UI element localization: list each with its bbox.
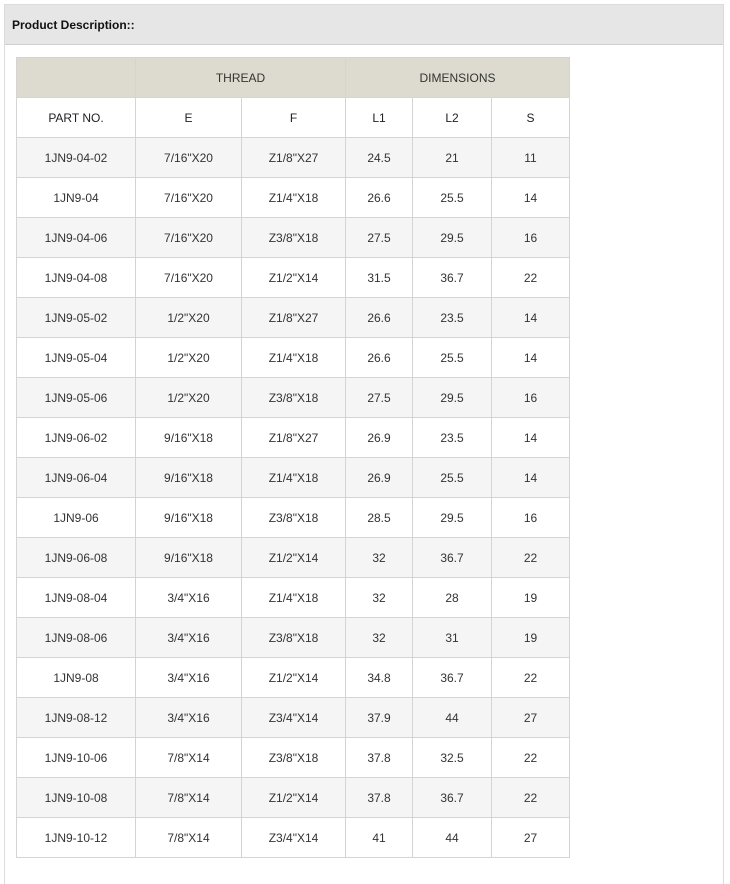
cell-dim-s: 14 xyxy=(492,458,570,498)
cell-dim-l2: 29.5 xyxy=(413,218,492,258)
cell-dim-l1: 41 xyxy=(346,818,413,858)
cell-thread-f: Z1/4"X18 xyxy=(242,338,346,378)
cell-thread-e: 9/16"X18 xyxy=(136,538,242,578)
cell-dim-l2: 28 xyxy=(413,578,492,618)
table-row xyxy=(17,218,570,258)
cell-part-no: 1JN9-04-08 xyxy=(17,258,136,298)
column-header-l1: L1 xyxy=(346,98,413,138)
cell-thread-f: Z3/8"X18 xyxy=(242,738,346,778)
cell-dim-l2: 25.5 xyxy=(413,178,492,218)
cell-thread-f: Z1/8"X27 xyxy=(242,418,346,458)
cell-dim-s: 14 xyxy=(492,338,570,378)
cell-dim-s: 14 xyxy=(492,418,570,458)
cell-thread-f: Z3/8"X18 xyxy=(242,378,346,418)
panel-header xyxy=(5,5,723,45)
cell-dim-l2: 23.5 xyxy=(413,298,492,338)
cell-dim-l1: 26.6 xyxy=(346,178,413,218)
cell-part-no: 1JN9-05-04 xyxy=(17,338,136,378)
table-row xyxy=(17,658,570,698)
cell-dim-l1: 26.9 xyxy=(346,418,413,458)
group-header-empty xyxy=(17,58,136,98)
cell-thread-e: 7/16"X20 xyxy=(136,138,242,178)
cell-part-no: 1JN9-04-02 xyxy=(17,138,136,178)
cell-thread-f: Z1/2"X14 xyxy=(242,258,346,298)
cell-thread-e: 1/2"X20 xyxy=(136,378,242,418)
cell-dim-l2: 23.5 xyxy=(413,418,492,458)
cell-part-no: 1JN9-08-06 xyxy=(17,618,136,658)
table-body xyxy=(17,138,570,858)
cell-dim-l1: 31.5 xyxy=(346,258,413,298)
cell-part-no: 1JN9-06-08 xyxy=(17,538,136,578)
cell-thread-e: 3/4"X16 xyxy=(136,618,242,658)
table-row xyxy=(17,698,570,738)
cell-dim-s: 14 xyxy=(492,178,570,218)
column-header-f: F xyxy=(242,98,346,138)
column-header-part-no: PART NO. xyxy=(17,98,136,138)
cell-dim-l1: 32 xyxy=(346,578,413,618)
table-row xyxy=(17,138,570,178)
cell-part-no: 1JN9-10-08 xyxy=(17,778,136,818)
cell-dim-l2: 25.5 xyxy=(413,338,492,378)
cell-dim-l2: 36.7 xyxy=(413,258,492,298)
cell-dim-s: 27 xyxy=(492,818,570,858)
cell-dim-l1: 32 xyxy=(346,538,413,578)
cell-dim-l2: 36.7 xyxy=(413,538,492,578)
cell-dim-l2: 36.7 xyxy=(413,658,492,698)
column-header-s: S xyxy=(492,98,570,138)
group-header-row xyxy=(17,58,570,98)
cell-thread-e: 7/16"X20 xyxy=(136,218,242,258)
cell-thread-e: 1/2"X20 xyxy=(136,298,242,338)
cell-thread-f: Z1/4"X18 xyxy=(242,458,346,498)
cell-dim-l1: 24.5 xyxy=(346,138,413,178)
group-header-dimensions: DIMENSIONS xyxy=(346,58,570,98)
panel-title: Product Description:: xyxy=(12,17,135,32)
cell-dim-l2: 44 xyxy=(413,818,492,858)
cell-thread-e: 3/4"X16 xyxy=(136,698,242,738)
cell-thread-f: Z1/2"X14 xyxy=(242,778,346,818)
cell-thread-f: Z3/8"X18 xyxy=(242,618,346,658)
cell-part-no: 1JN9-06 xyxy=(17,498,136,538)
cell-dim-l1: 37.9 xyxy=(346,698,413,738)
cell-part-no: 1JN9-06-02 xyxy=(17,418,136,458)
cell-thread-f: Z3/4"X14 xyxy=(242,818,346,858)
table-row xyxy=(17,378,570,418)
table-row xyxy=(17,818,570,858)
cell-thread-f: Z3/8"X18 xyxy=(242,218,346,258)
cell-dim-s: 22 xyxy=(492,538,570,578)
group-header-thread: THREAD xyxy=(136,58,346,98)
table-row xyxy=(17,538,570,578)
specification-table xyxy=(16,57,570,858)
cell-dim-l2: 29.5 xyxy=(413,498,492,538)
cell-dim-l1: 34.8 xyxy=(346,658,413,698)
cell-thread-f: Z3/8"X18 xyxy=(242,498,346,538)
column-header-l2: L2 xyxy=(413,98,492,138)
cell-thread-f: Z1/2"X14 xyxy=(242,538,346,578)
cell-dim-s: 22 xyxy=(492,658,570,698)
table-row xyxy=(17,298,570,338)
cell-dim-s: 22 xyxy=(492,778,570,818)
cell-part-no: 1JN9-08 xyxy=(17,658,136,698)
cell-dim-l2: 31 xyxy=(413,618,492,658)
table-row xyxy=(17,258,570,298)
cell-part-no: 1JN9-08-04 xyxy=(17,578,136,618)
cell-dim-l1: 28.5 xyxy=(346,498,413,538)
cell-dim-s: 11 xyxy=(492,138,570,178)
cell-dim-s: 16 xyxy=(492,218,570,258)
cell-dim-l1: 26.6 xyxy=(346,298,413,338)
cell-dim-s: 22 xyxy=(492,738,570,778)
cell-thread-e: 1/2"X20 xyxy=(136,338,242,378)
cell-dim-l2: 21 xyxy=(413,138,492,178)
table-row xyxy=(17,418,570,458)
table-row xyxy=(17,618,570,658)
table-row xyxy=(17,458,570,498)
cell-thread-f: Z1/2"X14 xyxy=(242,658,346,698)
cell-dim-l2: 44 xyxy=(413,698,492,738)
cell-dim-l1: 26.6 xyxy=(346,338,413,378)
cell-thread-f: Z1/8"X27 xyxy=(242,298,346,338)
cell-thread-e: 3/4"X16 xyxy=(136,658,242,698)
cell-part-no: 1JN9-04-06 xyxy=(17,218,136,258)
table-row xyxy=(17,498,570,538)
cell-thread-e: 3/4"X16 xyxy=(136,578,242,618)
cell-thread-e: 7/16"X20 xyxy=(136,258,242,298)
cell-dim-s: 14 xyxy=(492,298,570,338)
cell-dim-l2: 29.5 xyxy=(413,378,492,418)
table-row xyxy=(17,338,570,378)
cell-part-no: 1JN9-08-12 xyxy=(17,698,136,738)
column-header-e: E xyxy=(136,98,242,138)
cell-thread-f: Z1/4"X18 xyxy=(242,178,346,218)
cell-dim-s: 16 xyxy=(492,378,570,418)
cell-dim-s: 22 xyxy=(492,258,570,298)
cell-dim-l2: 36.7 xyxy=(413,778,492,818)
cell-thread-e: 7/8"X14 xyxy=(136,738,242,778)
cell-thread-f: Z1/8"X27 xyxy=(242,138,346,178)
cell-thread-e: 7/8"X14 xyxy=(136,818,242,858)
product-description-panel xyxy=(4,4,724,884)
cell-dim-l1: 26.9 xyxy=(346,458,413,498)
cell-thread-e: 9/16"X18 xyxy=(136,458,242,498)
cell-dim-l2: 32.5 xyxy=(413,738,492,778)
cell-part-no: 1JN9-04 xyxy=(17,178,136,218)
table-row xyxy=(17,778,570,818)
cell-dim-l1: 27.5 xyxy=(346,378,413,418)
cell-dim-l1: 32 xyxy=(346,618,413,658)
column-header-row xyxy=(17,98,570,138)
cell-part-no: 1JN9-05-02 xyxy=(17,298,136,338)
table-row xyxy=(17,738,570,778)
cell-dim-l1: 27.5 xyxy=(346,218,413,258)
table-row xyxy=(17,178,570,218)
cell-thread-f: Z3/4"X14 xyxy=(242,698,346,738)
cell-thread-e: 7/8"X14 xyxy=(136,778,242,818)
cell-part-no: 1JN9-10-12 xyxy=(17,818,136,858)
cell-thread-e: 9/16"X18 xyxy=(136,498,242,538)
cell-dim-l1: 37.8 xyxy=(346,738,413,778)
cell-part-no: 1JN9-05-06 xyxy=(17,378,136,418)
cell-thread-e: 9/16"X18 xyxy=(136,418,242,458)
cell-dim-l1: 37.8 xyxy=(346,778,413,818)
cell-thread-f: Z1/4"X18 xyxy=(242,578,346,618)
cell-part-no: 1JN9-10-06 xyxy=(17,738,136,778)
table-row xyxy=(17,578,570,618)
cell-dim-s: 19 xyxy=(492,618,570,658)
cell-thread-e: 7/16"X20 xyxy=(136,178,242,218)
cell-dim-s: 19 xyxy=(492,578,570,618)
cell-dim-l2: 25.5 xyxy=(413,458,492,498)
cell-dim-s: 16 xyxy=(492,498,570,538)
cell-dim-s: 27 xyxy=(492,698,570,738)
cell-part-no: 1JN9-06-04 xyxy=(17,458,136,498)
